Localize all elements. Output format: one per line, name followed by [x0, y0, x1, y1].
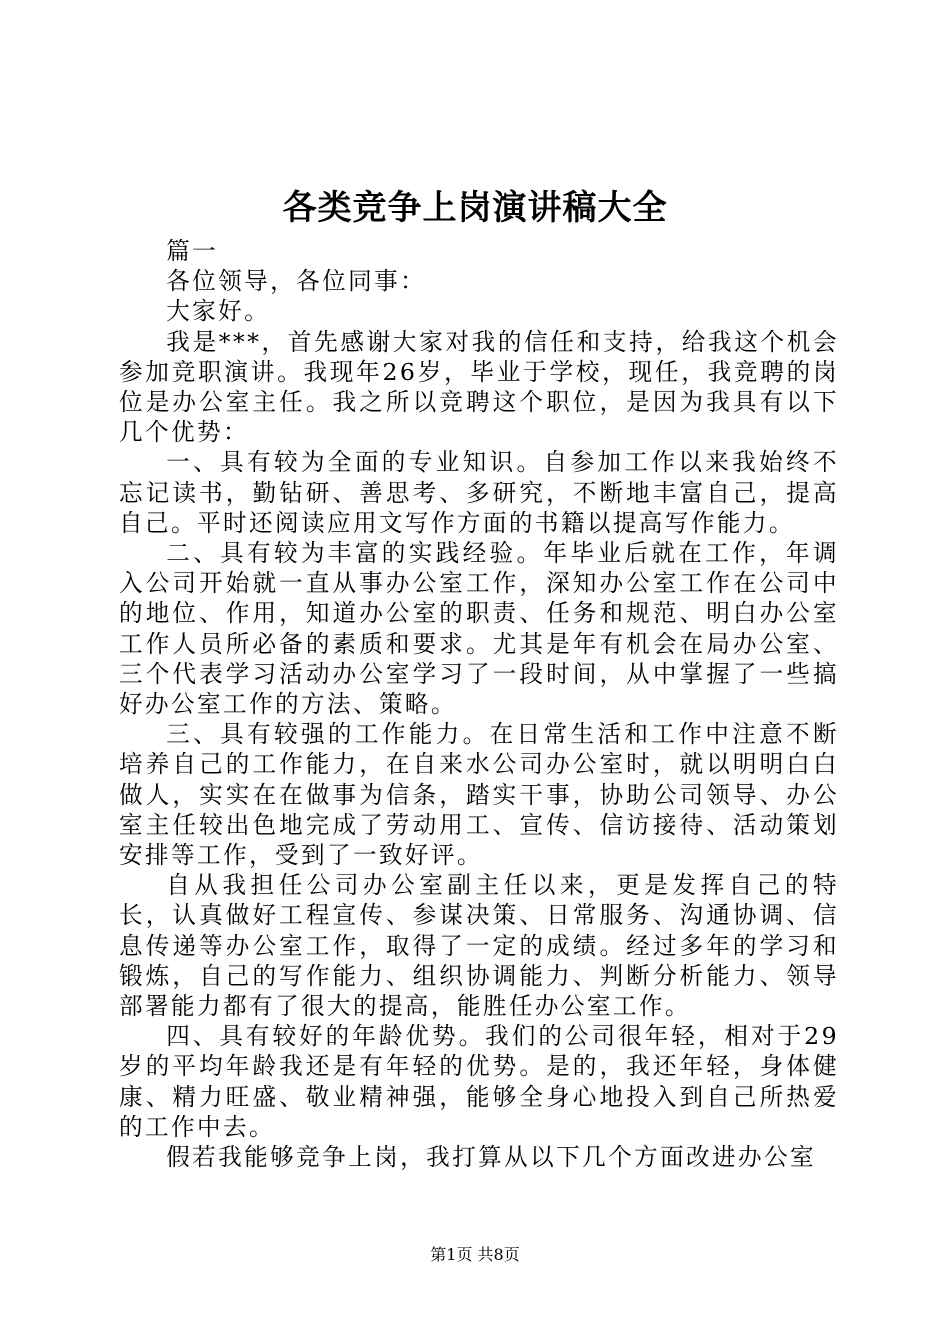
- paragraph-advantage-2: 二、具有较为丰富的实践经验。年毕业后就在工作，年调入公司开始就一直从事办公室工作，深知办公室工作在公司中的地位、作用，知道办公室的职责、任务和规范、明白办公室工作人员所必备的素质和要求。尤其是年有机会在局办公室、三个代表学习活动办公室学习了一段时间，从中掌握了一些搞好办公室工作的方法、策略。: [119, 539, 839, 719]
- paragraph-plan: 假若我能够竞争上岗，我打算从以下几个方面改进办公室: [166, 1143, 817, 1172]
- page-number-footer: 第1页 共8页: [430, 1245, 520, 1264]
- paragraph-introduction: 我是***，首先感谢大家对我的信任和支持，给我这个机会参加竞职演讲。我现年26岁，毕业于学校，现任，我竞聘的岗位是办公室主任。我之所以竞聘这个职位，是因为我具有以下几个优势：: [119, 327, 839, 447]
- paragraph-advantage-3: 三、具有较强的工作能力。在日常生活和工作中注意不断培养自己的工作能力，在自来水公司办公室时，就以明明白白做人，实实在在做事为信条，踏实干事，协助公司领导、办公室主任较出色地完成了劳动用工、宣传、信访接待、活动策划安排等工作，受到了一致好评。: [119, 720, 839, 870]
- document-body: [119, 236, 839, 1172]
- paragraph-advantage-1: 一、具有较为全面的专业知识。自参加工作以来我始终不忘记读书，勤钻研、善思考、多研究，不断地丰富自己，提高自己。平时还阅读应用文写作方面的书籍以提高写作能力。: [119, 448, 839, 537]
- paragraph-achievements: 自从我担任公司办公室副主任以来，更是发挥自己的特长，认真做好工程宣传、参谋决策、日常服务、沟通协调、信息传递等办公室工作，取得了一定的成绩。经过多年的学习和锻炼，自己的写作能力、组织协调能力、判断分析能力、领导部署能力都有了很大的提高，能胜任办公室工作。: [119, 871, 839, 1021]
- paragraph-salutation: 各位领导，各位同事：: [166, 267, 427, 296]
- paragraph-section-heading: 篇一: [166, 237, 219, 265]
- document-title: 各类竞争上岗演讲稿大全: [282, 188, 668, 228]
- paragraph-greeting: 大家好。: [166, 297, 271, 326]
- paragraph-advantage-4: 四、具有较好的年龄优势。我们的公司很年轻，相对于29岁的平均年龄我还是有年轻的优势。是的，我还年轻，身体健康、精力旺盛、敬业精神强，能够全身心地投入到自己所热爱的工作中去。: [119, 1022, 839, 1141]
